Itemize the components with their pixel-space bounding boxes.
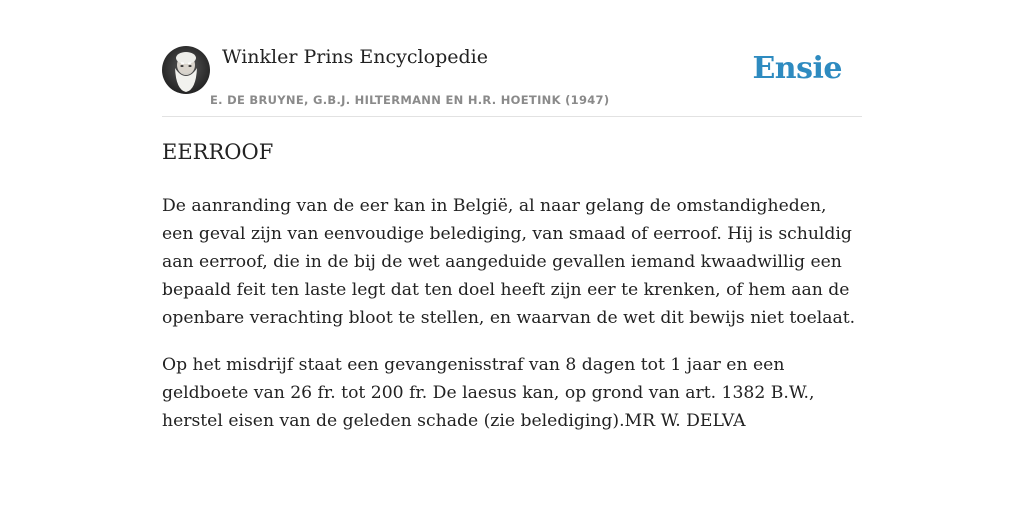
entry-paragraph: De aanranding van de eer kan in België, al naar gelang de omstandigheden, een geval zijn van eenvoudige belediging, van smaad of eerroof. Hij is schuldig aan eerroof, die in de bij de wet aangeduide gevallen iemand kwaadwillig een bepaald feit ten laste legt dat ten doel heeft zijn eer te krenken, of hem aan de openbare verachting bloot te stellen, en waarvan de wet dit bewijs niet toelaat.	[162, 196, 856, 328]
entry-title: EERROOF	[162, 140, 274, 164]
ensie-logo-link[interactable]: Ensie	[752, 51, 842, 86]
author-avatar[interactable]	[162, 46, 210, 94]
bearded-man-portrait-icon	[162, 46, 210, 94]
entry-paragraph: Op het misdrijf staat een gevangenisstraf van 8 dagen tot 1 jaar en een geldboete van 26 fr. tot 200 fr. De laesus kan, op grond van art. 1382 B.W., herstel eisen van de geleden schade (zie belediging).MR W. DELVA	[162, 355, 815, 431]
source-authors: E. DE BRUYNE, G.B.J. HILTERMANN EN H.R. HOETINK (1947)	[210, 93, 610, 107]
source-title[interactable]: Winkler Prins Encyclopedie	[222, 46, 488, 68]
source-header	[162, 44, 862, 117]
entry-body	[162, 192, 862, 454]
